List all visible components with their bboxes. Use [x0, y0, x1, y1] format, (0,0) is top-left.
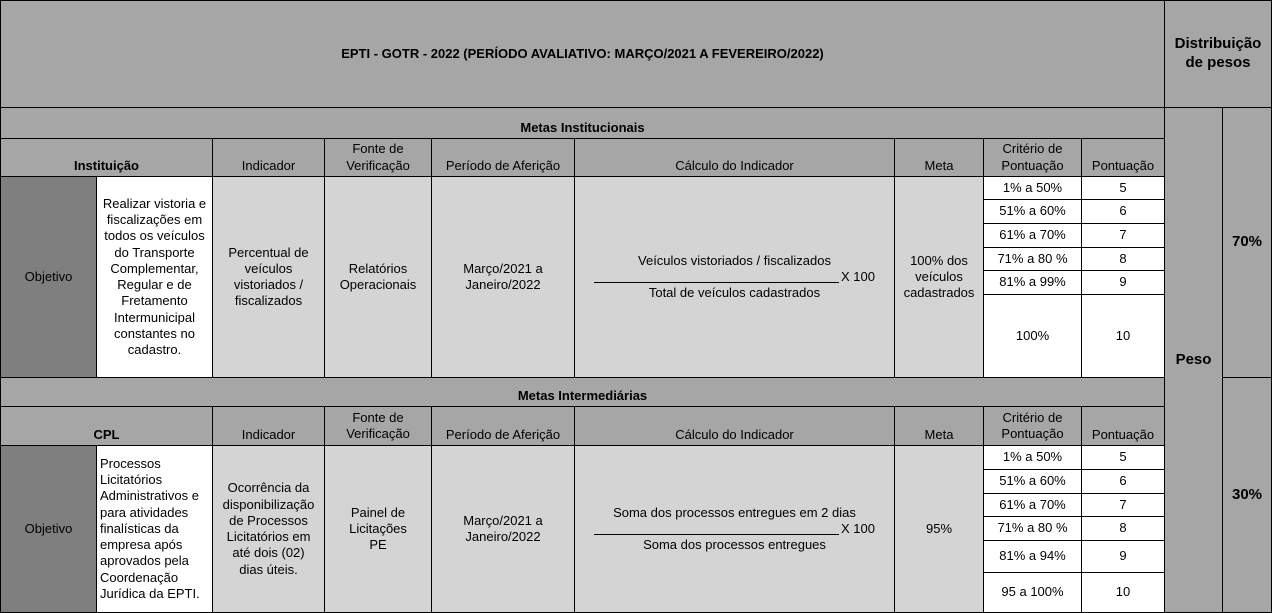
col-header-source: Fonte de Verificação — [324, 138, 432, 177]
criteria-points: 10 — [1081, 572, 1165, 613]
criteria-range: 95 a 100% — [983, 572, 1082, 613]
criteria-points: 7 — [1081, 493, 1165, 517]
criteria-points: 8 — [1081, 516, 1165, 541]
criteria-range: 1% a 50% — [983, 445, 1082, 470]
fraction — [594, 253, 875, 302]
col-header-criteria: Critério de Pontuação — [983, 406, 1082, 446]
col-header-entity: Instituição — [0, 138, 213, 177]
objective-label: Objetivo — [0, 176, 97, 378]
criteria-range: 61% a 70% — [983, 493, 1082, 517]
section-heading-intermediate: Metas Intermediárias — [0, 377, 1165, 407]
criteria-range: 81% a 94% — [983, 540, 1082, 573]
fraction-multiplier: X 100 — [841, 520, 875, 536]
distribution-header: Distribuição de pesos — [1164, 0, 1272, 108]
col-header-period: Período de Aferição — [431, 138, 575, 177]
page-title: EPTI - GOTR - 2022 (PERÍODO AVALIATIVO: MARÇO/2021 A FEVEREIRO/2022) — [0, 0, 1165, 108]
col-header-indicator: Indicador — [212, 138, 325, 177]
criteria-points: 6 — [1081, 199, 1165, 224]
fraction-bar-row — [594, 521, 875, 537]
fraction — [594, 505, 875, 554]
fraction-denominator: Soma dos processos entregues — [643, 537, 826, 553]
col-header-calc: Cálculo do Indicador — [574, 406, 895, 446]
fraction-numerator: Veículos vistoriados / fiscalizados — [638, 252, 831, 268]
col-header-source: Fonte de Verificação — [324, 406, 432, 446]
fraction-bar — [594, 534, 839, 535]
col-header-entity: CPL — [0, 406, 213, 446]
criteria-points: 9 — [1081, 270, 1165, 295]
weight-label: Peso — [1164, 107, 1223, 613]
objective-text: Realizar vistoria e fiscalizações em todos os veículos do Transporte Complementar, Regular e de Fretamento Intermunicipal constantes no cadastro. — [96, 176, 213, 378]
col-header-criteria: Critério de Pontuação — [983, 138, 1082, 177]
col-header-period: Período de Aferição — [431, 406, 575, 446]
fraction-bar-row — [594, 269, 875, 285]
criteria-points: 6 — [1081, 469, 1165, 494]
fraction-bar — [594, 282, 839, 283]
col-header-score: Pontuação — [1081, 406, 1165, 446]
col-header-indicator: Indicador — [212, 406, 325, 446]
criteria-range: 61% a 70% — [983, 223, 1082, 248]
criteria-range: 71% a 80 % — [983, 516, 1082, 541]
criteria-points: 9 — [1081, 540, 1165, 573]
weight-70: 70% — [1222, 107, 1272, 378]
criteria-range: 81% a 99% — [983, 270, 1082, 295]
fraction-multiplier: X 100 — [841, 268, 875, 284]
col-header-goal: Meta — [894, 138, 984, 177]
criteria-range: 51% a 60% — [983, 469, 1082, 494]
calc-formula — [574, 445, 895, 613]
indicator-text: Percentual de veículos vistoriados / fiscalizados — [212, 176, 325, 378]
period-text: Março/2021 a Janeiro/2022 — [431, 176, 575, 378]
col-header-goal: Meta — [894, 406, 984, 446]
col-header-score: Pontuação — [1081, 138, 1165, 177]
source-text: Relatórios Operacionais — [324, 176, 432, 378]
criteria-points: 7 — [1081, 223, 1165, 248]
fraction-numerator: Soma dos processos entregues em 2 dias — [613, 504, 856, 520]
goal-text: 95% — [894, 445, 984, 613]
weight-30: 30% — [1222, 377, 1272, 613]
fraction-denominator: Total de veículos cadastrados — [648, 285, 821, 301]
objective-text: Processos Licitatórios Administrativos e para atividades finalísticas da empresa após aprovados pela Coordenação Jurídica da EPTI. — [96, 445, 213, 613]
criteria-points: 8 — [1081, 247, 1165, 271]
source-text: Painel de Licitações PE — [324, 445, 432, 613]
criteria-range: 100% — [983, 294, 1082, 378]
objective-label: Objetivo — [0, 445, 97, 613]
calc-formula — [574, 176, 895, 378]
col-header-calc: Cálculo do Indicador — [574, 138, 895, 177]
criteria-points: 10 — [1081, 294, 1165, 378]
criteria-points: 5 — [1081, 176, 1165, 200]
criteria-range: 51% a 60% — [983, 199, 1082, 224]
section-heading-institutional: Metas Institucionais — [0, 107, 1165, 139]
criteria-range: 71% a 80 % — [983, 247, 1082, 271]
criteria-points: 5 — [1081, 445, 1165, 470]
criteria-range: 1% a 50% — [983, 176, 1082, 200]
goal-text: 100% dos veículos cadastrados — [894, 176, 984, 378]
period-text: Março/2021 a Janeiro/2022 — [431, 445, 575, 613]
indicator-text: Ocorrência da disponibilização de Processos Licitatórios em até dois (02) dias úteis. — [212, 445, 325, 613]
